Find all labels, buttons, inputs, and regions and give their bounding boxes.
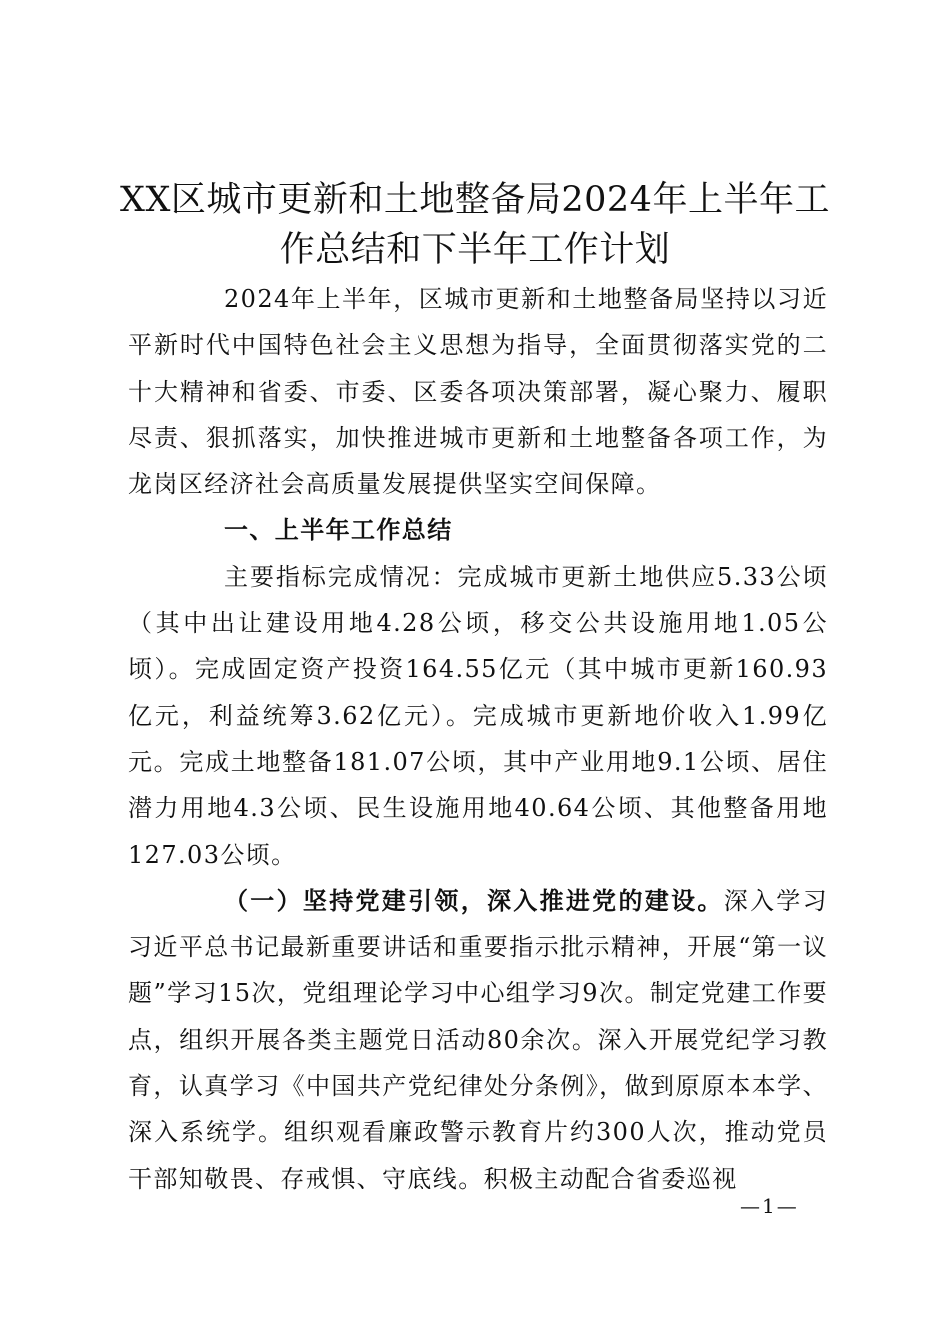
subsection-heading-party-building: （一）坚持党建引领，深入推进党的建设。	[224, 885, 724, 915]
document-title-line-2: 作总结和下半年工作计划	[279, 230, 671, 270]
document-body	[128, 276, 828, 1202]
page-number: —1—	[740, 1194, 799, 1218]
intro-paragraph: 2024年上半年，区城市更新和土地整备局坚持以习近平新时代中国特色社会主义思想为指导，全面贯彻落实党的二十大精神和省委、市委、区委各项决策部署，凝心聚力、履职尽责、狠抓落实，加快推进城市更新和土地整备各项工作，为龙岗区经济社会高质量发展提供坚实空间保障。	[128, 285, 828, 499]
document-title-line-1: XX区城市更新和土地整备局2024年上半年工	[120, 180, 830, 220]
party-building-text: 深入学习习近平总书记最新重要讲话和重要指示批示精神，开展“第一议题”学习15次，党组理论学习中心组学习9次。制定党建工作要点，组织开展各类主题党日活动80余次。深入开展党纪学习教育，认真学习《中国共产党纪律处分条例》，做到原原本本学、深入系统学。组织观看廉政警示教育片约300人次，推动党员干部知敬畏、存戒惧、守底线。积极主动配合省委巡视	[128, 886, 828, 1193]
indicators-paragraph: 主要指标完成情况：完成城市更新土地供应5.33公顷（其中出让建设用地4.28公顷，移交公共设施用地1.05公顷）。完成固定资产投资164.55亿元（其中城市更新160.93亿元，利益统筹3.62亿元）。完成城市更新地价收入1.99亿元。完成土地整备181.07公顷，其中产业用地9.1公顷、居住潜力用地4.3公顷、民生设施用地40.64公顷、其他整备用地127.03公顷。	[128, 562, 828, 869]
party-building-paragraph	[128, 878, 828, 1202]
section-heading-first-half-summary: 一、上半年工作总结	[224, 516, 453, 545]
